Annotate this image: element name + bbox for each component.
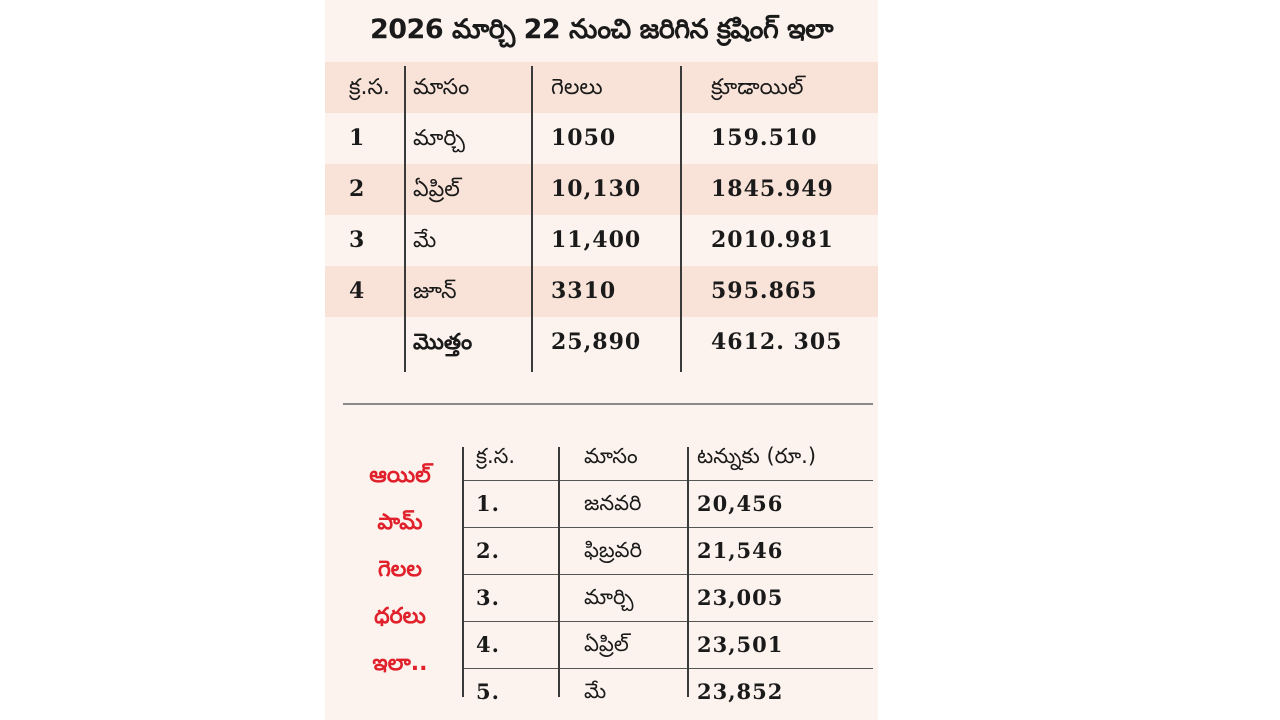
row-month: మొత్తం [413,330,473,355]
row-month: మే [584,679,607,703]
row-bunches: 10,130 [551,176,642,202]
side-label-line: పామ్ [377,510,423,535]
page-title: 2026 మార్చి 22 నుంచి జరిగిన క్రషింగ్ ఇలా [369,14,834,45]
oil-palm-price-label [345,452,455,687]
table-row [462,574,873,622]
row-serial: 5. [476,679,500,704]
row-serial: 1 [349,125,366,151]
table-row [462,621,873,669]
row-price: 23,852 [697,679,784,704]
price-table-header [462,433,873,481]
row-price: 23,501 [697,632,784,657]
side-label-line: ఆయిల్ [369,463,431,488]
row-month: మార్చి [584,585,634,609]
row-serial: 3 [349,227,366,253]
header-crude-oil: క్రూడాయిల్ [711,75,804,100]
row-serial: 2. [476,538,500,563]
row-crude-oil: 159.510 [711,125,818,151]
header-serial: క్ర.స. [349,75,390,100]
row-crude-oil: 595.865 [711,278,818,304]
row-price: 23,005 [697,585,784,610]
row-serial: 2 [349,176,366,202]
row-month: మార్చి [413,126,465,151]
row-price: 21,546 [697,538,784,563]
section-divider [343,403,873,405]
table-row [325,164,878,215]
row-serial: 3. [476,585,500,610]
column-divider [531,66,533,372]
header-month: మాసం [413,75,470,100]
column-divider [558,447,560,697]
row-month: ఫిబ్రవరి [584,538,643,562]
column-divider [687,447,689,697]
header-bunches: గెలలు [551,75,603,100]
side-label-line: గెలల [377,557,423,582]
row-bunches: 3310 [551,278,617,304]
table-row [325,113,878,164]
column-divider [680,66,682,372]
table-row [325,266,878,317]
side-label-line: ఇలా.. [372,651,428,676]
header-serial: క్ర.స. [476,444,516,468]
row-month: ఏప్రిల్ [584,632,629,656]
row-price: 20,456 [697,491,784,516]
row-serial: 4 [349,278,366,304]
crushing-info-panel [325,0,878,720]
crushing-table-header [325,62,878,113]
header-month: మాసం [584,444,638,468]
row-bunches: 11,400 [551,227,642,253]
row-month: జనవరి [584,491,642,515]
row-crude-oil: 4612. 305 [711,329,843,355]
row-serial: 4. [476,632,500,657]
row-bunches: 25,890 [551,329,642,355]
table-row [325,215,878,266]
column-divider [462,447,464,697]
side-label-line: ధరలు [374,604,426,629]
row-serial: 1. [476,491,500,516]
table-row-total [325,317,878,368]
row-month: మే [413,228,437,253]
row-bunches: 1050 [551,125,617,151]
row-month: ఏప్రిల్ [413,177,460,202]
row-month: జూన్ [413,279,457,304]
row-crude-oil: 2010.981 [711,227,834,253]
header-price: టన్నుకు (రూ.) [697,444,817,468]
table-row [462,527,873,575]
table-row [462,480,873,528]
table-row [462,668,873,715]
column-divider [404,66,406,372]
row-crude-oil: 1845.949 [711,176,834,202]
